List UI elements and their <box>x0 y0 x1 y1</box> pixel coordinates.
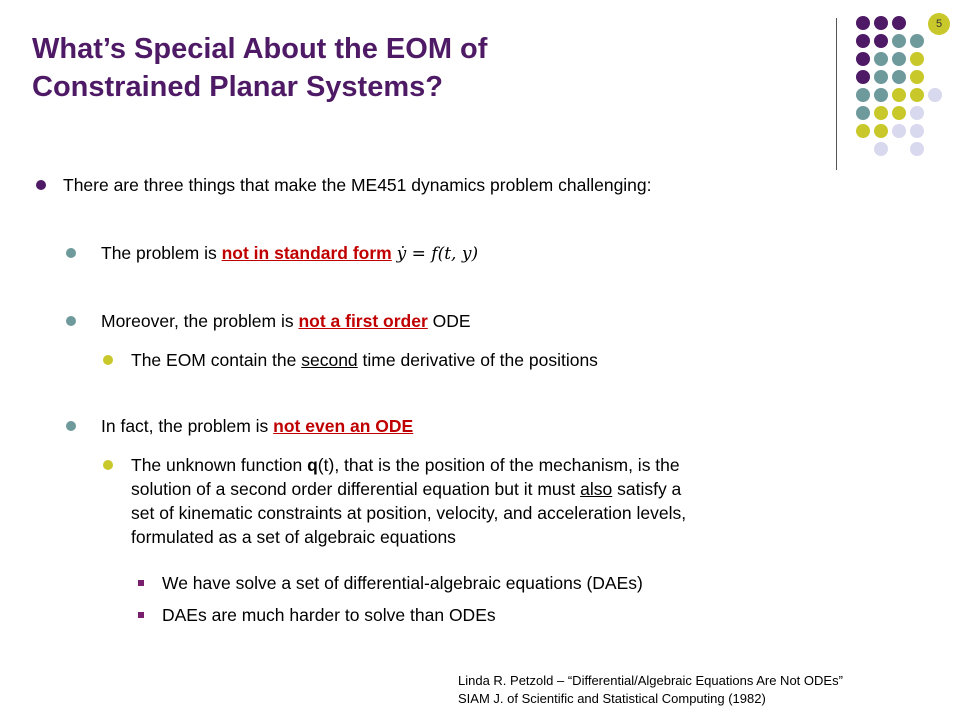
dot <box>874 124 888 138</box>
bullet-text: The EOM contain the <box>131 350 302 370</box>
dot <box>892 16 906 30</box>
bullet-text: ODE <box>427 311 471 331</box>
dot <box>856 70 870 84</box>
bullet-not-ode <box>101 414 413 438</box>
dot <box>910 124 924 138</box>
citation-line: SIAM J. of Scientific and Statistical Computing (1982) <box>458 691 766 706</box>
emphasis-text: not even an ODE <box>273 416 414 436</box>
decorative-divider <box>836 18 837 170</box>
decorative-dot-grid <box>850 14 960 164</box>
dot <box>856 52 870 66</box>
dot <box>874 142 888 156</box>
bullet-text: We have solve a set of differential-algebraic equations (DAEs) <box>162 573 643 593</box>
underlined-text: second <box>301 350 358 370</box>
bullet-text: DAEs are much harder to solve than ODEs <box>162 605 496 625</box>
dot <box>856 106 870 120</box>
citation <box>458 672 843 708</box>
dot <box>874 16 888 30</box>
bullet-dot <box>66 421 76 431</box>
bullet-dot <box>66 316 76 326</box>
bullet-text: The unknown function <box>131 455 308 475</box>
bullet-dot <box>66 248 76 258</box>
bullet-second-derivative <box>131 348 598 372</box>
bullet-unknown-function <box>131 453 911 549</box>
underlined-text: also <box>580 479 613 499</box>
dot <box>874 106 888 120</box>
dot <box>856 124 870 138</box>
dot <box>892 88 906 102</box>
citation-line: Linda R. Petzold – “Differential/Algebraic Equations Are Not ODEs” <box>458 673 843 688</box>
dot <box>892 106 906 120</box>
square-bullet <box>138 580 144 586</box>
bullet-text: The problem is <box>101 243 222 263</box>
bullet-text: time derivative of the positions <box>357 350 598 370</box>
dot <box>910 52 924 66</box>
dot <box>910 88 924 102</box>
dot <box>874 34 888 48</box>
dot <box>910 70 924 84</box>
bullet-dot <box>103 355 113 365</box>
dot <box>874 52 888 66</box>
emphasis-text: not in standard form <box>221 243 392 263</box>
bullet-text: solution of a second order differential equation but it must <box>131 479 581 499</box>
bullet-text: In fact, the problem is <box>101 416 274 436</box>
bullet-line <box>131 477 911 501</box>
dot <box>892 34 906 48</box>
ode-standard-form-equation: ẏ = f(t, y) <box>396 244 479 264</box>
bullet-dot <box>103 460 113 470</box>
dot <box>928 88 942 102</box>
bullet-line: formulated as a set of algebraic equations <box>131 527 456 547</box>
bullet-three-things <box>63 173 652 197</box>
bullet-line: set of kinematic constraints at position, velocity, and acceleration levels, <box>131 503 687 523</box>
bold-symbol: q <box>307 455 318 475</box>
dot <box>856 34 870 48</box>
bullet-first-order <box>101 309 471 333</box>
bullet-dae-harder <box>162 603 496 627</box>
dot <box>856 16 870 30</box>
dot <box>892 52 906 66</box>
dot <box>910 106 924 120</box>
page-number: 5 <box>928 13 950 35</box>
dot <box>856 88 870 102</box>
slide-title <box>32 30 812 106</box>
bullet-dae-solve <box>162 571 643 595</box>
dot <box>910 34 924 48</box>
bullet-text: There are three things that make the ME451 dynamics problem challenging: <box>63 175 652 195</box>
bullet-text: Moreover, the problem is <box>101 311 299 331</box>
bullet-line <box>131 453 911 477</box>
dot <box>910 142 924 156</box>
square-bullet <box>138 612 144 618</box>
bullet-dot <box>36 180 46 190</box>
title-line-1: What’s Special About the EOM of <box>32 33 488 65</box>
dot <box>892 70 906 84</box>
emphasis-text: not a first order <box>298 311 428 331</box>
bullet-standard-form <box>101 241 478 266</box>
bullet-text: satisfy a <box>612 479 682 499</box>
dot <box>892 124 906 138</box>
title-line-2: Constrained Planar Systems? <box>32 71 443 103</box>
dot <box>874 88 888 102</box>
dot <box>874 70 888 84</box>
bullet-text: (t), that is the position of the mechanism, is the <box>317 455 680 475</box>
